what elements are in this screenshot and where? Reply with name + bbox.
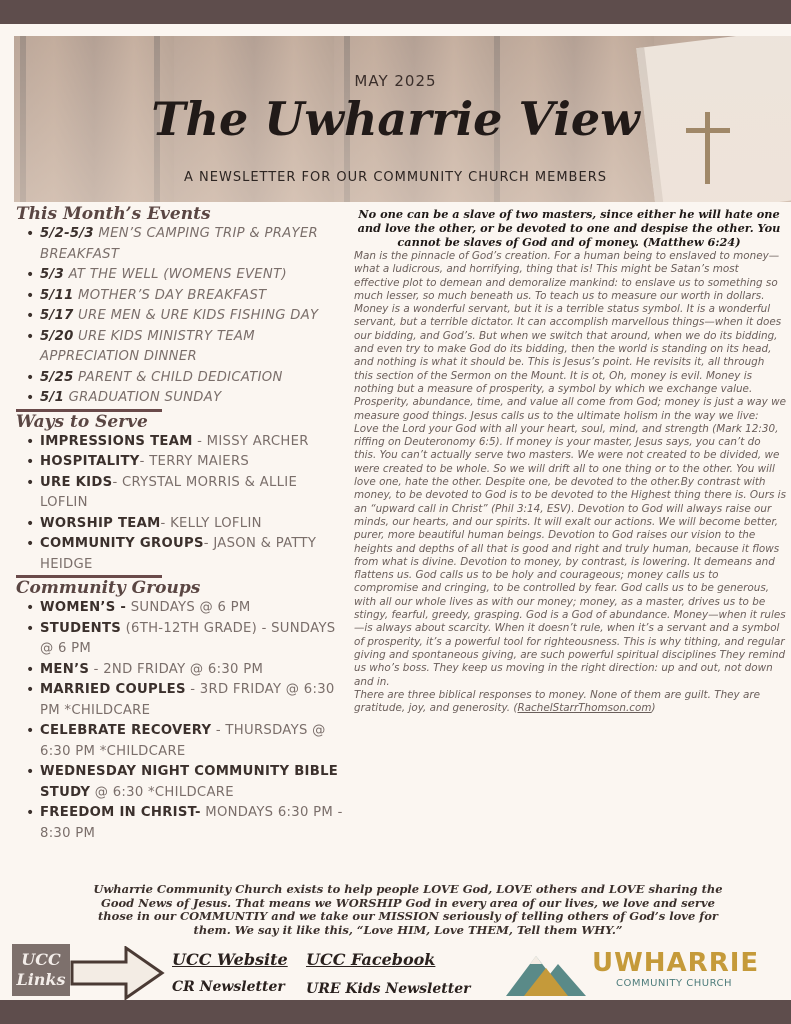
list-item: • 5/20 URE KIDS MINISTRY TEAM APPRECIATION DINNER [26,327,346,368]
ucc-links-label: UCC Links [12,944,70,996]
list-item: • URE KIDS- CRYSTAL MORRIS & ALLIE LOFLIN [26,473,346,514]
list-item: • 5/3 AT THE WELL (WOMENS EVENT) [26,265,346,286]
serve-heading: Ways to Serve [16,411,148,432]
logo-name: UWHARRIE [592,948,760,978]
issue-date: MAY 2025 [354,72,437,90]
list-item: • FREEDOM IN CHRIST- MONDAYS 6:30 PM - 8:30 PM [26,803,346,844]
list-item: • 5/25 PARENT & CHILD DEDICATION [26,368,346,389]
list-item: • 5/17 URE MEN & URE KIDS FISHING DAY [26,306,346,327]
ucc-facebook-link[interactable]: UCC Facebook [306,950,436,969]
list-item: • COMMUNITY GROUPS- JASON & PATTY HEIDGE [26,534,346,575]
list-item: • WORSHIP TEAM- KELLY LOFLIN [26,514,346,535]
cr-newsletter-link[interactable]: CR Newsletter [172,979,285,995]
list-item: • WEDNESDAY NIGHT COMMUNITY BIBLE STUDY @ 6:30 *CHILDCARE [26,762,346,803]
mountain-logo-icon [506,944,586,996]
left-column [16,204,346,844]
list-item: • MEN’S - 2ND FRIDAY @ 6:30 PM [26,660,346,681]
source-link[interactable]: RachelStarrThomson.com [517,702,652,715]
list-item: • 5/11 MOTHER’S DAY BREAKFAST [26,286,346,307]
groups-list [16,598,346,844]
ure-kids-newsletter-link[interactable]: URE Kids Newsletter [306,981,471,997]
top-bar [0,0,791,24]
list-item: • STUDENTS (6TH-12TH GRADE) - SUNDAYS @ 6 PM [26,619,346,660]
groups-heading: Community Groups [16,578,201,598]
list-item: • MARRIED COUPLES - 3RD FRIDAY @ 6:30 PM *CHILDCARE [26,680,346,721]
list-item: • IMPRESSIONS TEAM - MISSY ARCHER [26,432,346,453]
list-item: • CELEBRATE RECOVERY - THURSDAYS @ 6:30 PM *CHILDCARE [26,721,346,762]
newsletter-title: The Uwharrie View [151,92,640,146]
serve-list [16,432,346,576]
logo-subtitle: COMMUNITY CHURCH [616,978,733,989]
list-item: • 5/2-5/3 MEN’S CAMPING TRIP & PRAYER BREAKFAST [26,224,346,265]
list-item: • HOSPITALITY- TERRY MAIERS [26,452,346,473]
mission-statement: Uwharrie Community Church exists to help people LOVE God, LOVE others and LOVE sharing the Good News of Jesus. That means we WORSHIP God in every area of our lives, we love and serve those in our COMMUNTIY and we take our MISSION seriously of telling others of God’s love for them. We say it like this, “Love HIM, Love THEM, Tell them WHY.” [93,882,723,938]
scripture-quote: No one can be a slave of two masters, since either he will hate one and love the other, or be devoted to one and despise the other. You cannot be slaves of God and of money. (Matthew 6:24) [357,207,781,249]
events-list [16,224,346,409]
list-item: • WOMEN’S - SUNDAYS @ 6 PM [26,598,346,619]
article-body: Man is the pinnacle of God’s creation. For a human being to enslaved to money—what a ludicrous, and horrifying, thing that is! This might be Satan’s most effective plot to demean and demoralize mankind: to enslave us to something so much lesser, so much beneath us. To teach us to measure our worth in dollars. Money is a wonderful servant, but it is a terrible status symbol. It is a wonderful servant, but a terrible dictator. It can accomplish marvellous things—when it does our bidding, and God’s. But when we switch that around, when we do its bidding, and even try to make God do its bidding, then the world is standing on its head, and nothing is what it should be. This is Jesus’s point. He revisits it, all through this section of the Sermon on the Mount. It is ot, Oh, money is evil. Money is nothing but a measure of prosperity, a symbol by which we exchange value. Prosperity, abundance, time, and value all come from God; money is just a way we measure good things. Jesus calls us to the ultimate holism in the way we live: Love the Lord your God with all your heart, soul, mind, and strength (Mark 12:30, riffing on Deuteronomy 6:5). If money is your master, Jesus says, you can’t do this. You can’t actually serve two masters. We were not created to be divided, we were created to be whole. So we will drift all to one thing or to the other. You will love one, hate the other. Despite one, be devoted to the other.By contrast with money, to be devoted to God is to be devoted to the Highest thing there is. Ours is an “upward call in Christ” (Phil 3:14, ESV). Devotion to God will always raise our minds, our hearts, and our spirits. It will exalt our actions. We will become better, purer, more beautiful human beings. Devotion to God raises our vision to the heights and depths of all that is good and right and truly human, because it flows from what is divine. Devotion to money, by contrast, is lowering. It demeans and flattens us. God calls us to be holy and courageous; money calls us to compromise and cringing, to be controlled by fear. God calls us to be generous, with all our whole lives as with our money; money, as a master, drives us to be stingy, fearful, greedy, grasping. God is a God of abundance. Money—when it rules—is always about scarcity. When it doesn’t rule, when it’s a servant and a symbol of prosperity, it’s a powerful tool for righteousness. This is why tithing, and regular giving and spontaneous giving, are such powerful spiritual disciplines They remind us who’s boss. They keep us moving in the right direction: up and out, not down and in. There are three biblical responses to money. None of them are guilt. They are gratitude, joy, and generosity. (RachelStarrThomson.com) [354,250,786,715]
list-item: • 5/1 GRADUATION SUNDAY [26,388,346,409]
bottom-bar [0,1000,791,1024]
ucc-website-link[interactable]: UCC Website [172,950,288,969]
events-heading: This Month’s Events [16,204,211,224]
newsletter-tagline: A NEWSLETTER FOR OUR COMMUNITY CHURCH MEMBERS [184,170,607,185]
arrow-right-icon [70,946,166,1000]
